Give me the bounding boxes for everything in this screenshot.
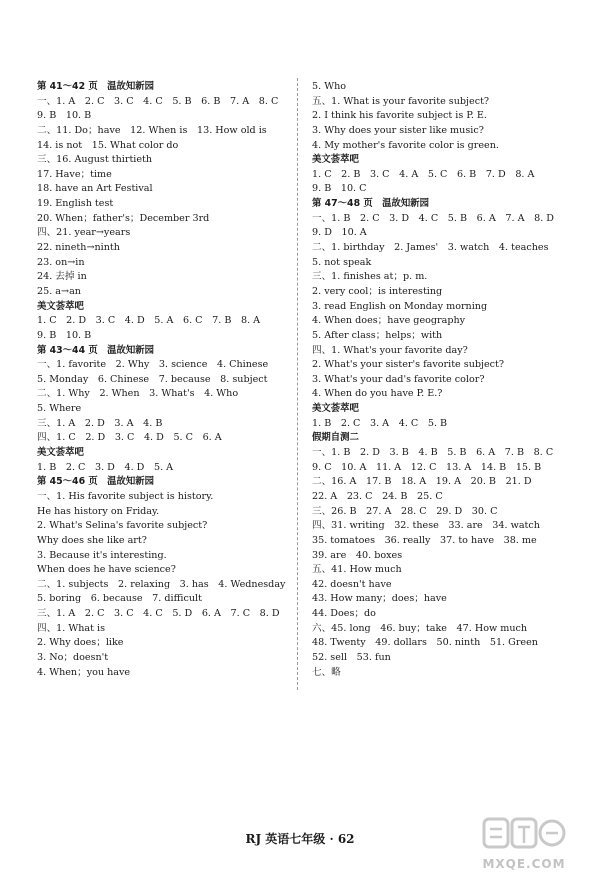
answer-line: 22. nineth→ninth — [37, 242, 120, 254]
answer-line: 44. Does；do — [312, 608, 376, 620]
answer-line: 17. Have；time — [37, 168, 112, 180]
answer-line: 六、45. long 46. buy；take 47. How much — [312, 622, 528, 634]
answer-line: 42. doesn't have — [312, 578, 392, 590]
answer-line: 四、1. What is — [37, 622, 106, 634]
answer-line: 23. on→in — [37, 256, 85, 268]
answer-line: 5. boring 6. because 7. difficult — [37, 593, 202, 605]
answer-line: 18. have an Art Festival — [37, 183, 153, 195]
section-heading: 第 47～48 页 温故知新园 — [312, 198, 429, 210]
answer-line: When does he have science? — [37, 564, 176, 576]
answer-line: 三、1. finishes at；p. m. — [312, 271, 428, 283]
answer-line: 1. B 2. C 3. D 4. D 5. A — [37, 461, 174, 473]
watermark-logo-icon — [482, 815, 566, 853]
answer-line: 4. When does；have geography — [312, 315, 466, 327]
answer-line: 二、1. birthday 2. James' 3. watch 4. teaches — [312, 242, 549, 254]
answer-line: 一、1. B 2. C 3. D 4. C 5. B 6. A 7. A 8. D — [312, 212, 554, 224]
answer-line: 48. Twenty 49. dollars 50. ninth 51. Green — [312, 637, 538, 649]
answer-line: 四、31. writing 32. these 33. are 34. watch — [312, 520, 540, 532]
page-footer: RJ 英语七年级 · 62 — [245, 832, 355, 846]
section-heading: 美文荟萃吧 — [37, 300, 84, 312]
answer-line: 三、1. A 2. C 3. C 4. C 5. D 6. A 7. C 8. D — [37, 608, 280, 620]
answer-line: 二、16. A 17. B 18. A 19. A 20. B 21. D — [312, 476, 532, 488]
answer-line: 三、16. August thirtieth — [37, 154, 153, 166]
answer-line: 4. My mother's favorite color is green. — [312, 139, 499, 151]
answer-line: 四、21. year→years — [37, 227, 131, 239]
answer-line: 2. Why does；like — [37, 637, 124, 649]
answer-line: 5. Who — [312, 81, 347, 92]
answer-line: 3. Why does your sister like music? — [312, 124, 484, 136]
answer-line: 19. English test — [37, 198, 114, 210]
answer-column-left — [37, 80, 307, 680]
section-heading: 美文荟萃吧 — [37, 447, 84, 459]
answer-line: 2. I think his favorite subject is P. E. — [312, 110, 487, 122]
answer-line: 五、41. How much — [312, 564, 402, 576]
answer-line: 3. Because it's interesting. — [37, 549, 167, 561]
answer-line: 25. a→an — [37, 285, 81, 297]
answer-line: 43. How many；does；have — [312, 593, 447, 605]
watermark — [468, 815, 580, 871]
answer-line: 9. C 10. A 11. A 12. C 13. A 14. B 15. B — [312, 461, 542, 473]
answer-line: 4. When；you have — [37, 666, 131, 678]
answer-line: 24. 去掉 in — [37, 271, 87, 283]
answer-line: 一、1. B 2. D 3. B 4. B 5. B 6. A 7. B 8. C — [312, 447, 554, 459]
answer-line: Why does she like art? — [37, 534, 147, 546]
answer-line: 二、1. subjects 2. relaxing 3. has 4. Wednesday — [37, 578, 286, 590]
answer-line: 9. D 10. A — [312, 227, 367, 239]
answer-line: 5. Monday 6. Chinese 7. because 8. subject — [37, 373, 268, 385]
answer-line: 3. What's your dad's favorite color? — [312, 373, 485, 385]
answer-line: 七、略 — [312, 666, 341, 678]
answer-line: 一、1. His favorite subject is history. — [37, 490, 214, 502]
answer-line: 2. very cool；is interesting — [312, 285, 443, 297]
answer-line: 5. After class；helps；with — [312, 329, 443, 341]
answer-line: 2. What's your sister's favorite subject? — [312, 359, 505, 371]
answer-line: 一、1. favorite 2. Why 3. science 4. Chinese — [37, 359, 269, 371]
answer-line: 二、11. Do；have 12. When is 13. How old is — [37, 124, 267, 136]
answer-line: 一、1. A 2. C 3. C 4. C 5. B 6. B 7. A 8. C — [37, 95, 279, 107]
answer-line: 1. C 2. B 3. C 4. A 5. C 6. B 7. D 8. A — [312, 168, 535, 180]
answer-line: 三、1. A 2. D 3. A 4. B — [37, 417, 163, 429]
watermark-text: MXQE.COM — [482, 857, 566, 871]
answer-line: 四、1. C 2. D 3. C 4. D 5. C 6. A — [37, 432, 222, 444]
answer-line: 52. sell 53. fun — [312, 651, 391, 663]
answer-line: 四、1. What's your favorite day? — [312, 344, 468, 356]
section-heading: 第 45～46 页 温故知新园 — [37, 476, 154, 488]
answer-line: 3. read English on Monday morning — [312, 300, 488, 312]
answer-line: He has history on Friday. — [37, 505, 160, 517]
answer-line: 三、26. B 27. A 28. C 29. D 30. C — [312, 505, 498, 517]
section-heading: 第 43～44 页 温故知新园 — [37, 344, 154, 356]
answer-line: 二、1. Why 2. When 3. What's 4. Who — [37, 388, 239, 400]
answer-line: 14. is not 15. What color do — [37, 139, 179, 151]
answer-line: 1. C 2. D 3. C 4. D 5. A 6. C 7. B 8. A — [37, 315, 261, 327]
section-heading: 假期自测二 — [312, 432, 359, 444]
answer-line: 5. Where — [37, 403, 82, 415]
answer-column-right — [312, 80, 582, 680]
answer-line: 1. B 2. C 3. A 4. C 5. B — [312, 417, 448, 429]
column-divider — [297, 78, 298, 690]
section-heading: 美文荟萃吧 — [312, 403, 359, 415]
section-heading: 美文荟萃吧 — [312, 154, 359, 166]
answer-line: 9. B 10. B — [37, 110, 92, 122]
answer-line: 22. A 23. C 24. B 25. C — [312, 490, 443, 502]
answer-line: 5. not speak — [312, 256, 372, 268]
answer-line: 2. What's Selina's favorite subject? — [37, 520, 208, 532]
answer-line: 9. B 10. B — [37, 329, 92, 341]
answer-line: 39. are 40. boxes — [312, 549, 403, 561]
answer-line: 3. No；doesn't — [37, 651, 109, 663]
answer-line: 9. B 10. C — [312, 183, 367, 195]
answer-line: 4. When do you have P. E.? — [312, 388, 443, 400]
answer-line: 五、1. What is your favorite subject? — [312, 95, 490, 107]
answer-line: 20. When；father's；December 3rd — [37, 212, 210, 224]
answer-line: 35. tomatoes 36. really 37. to have 38. me — [312, 534, 537, 546]
section-heading: 第 41～42 页 温故知新园 — [37, 81, 154, 92]
